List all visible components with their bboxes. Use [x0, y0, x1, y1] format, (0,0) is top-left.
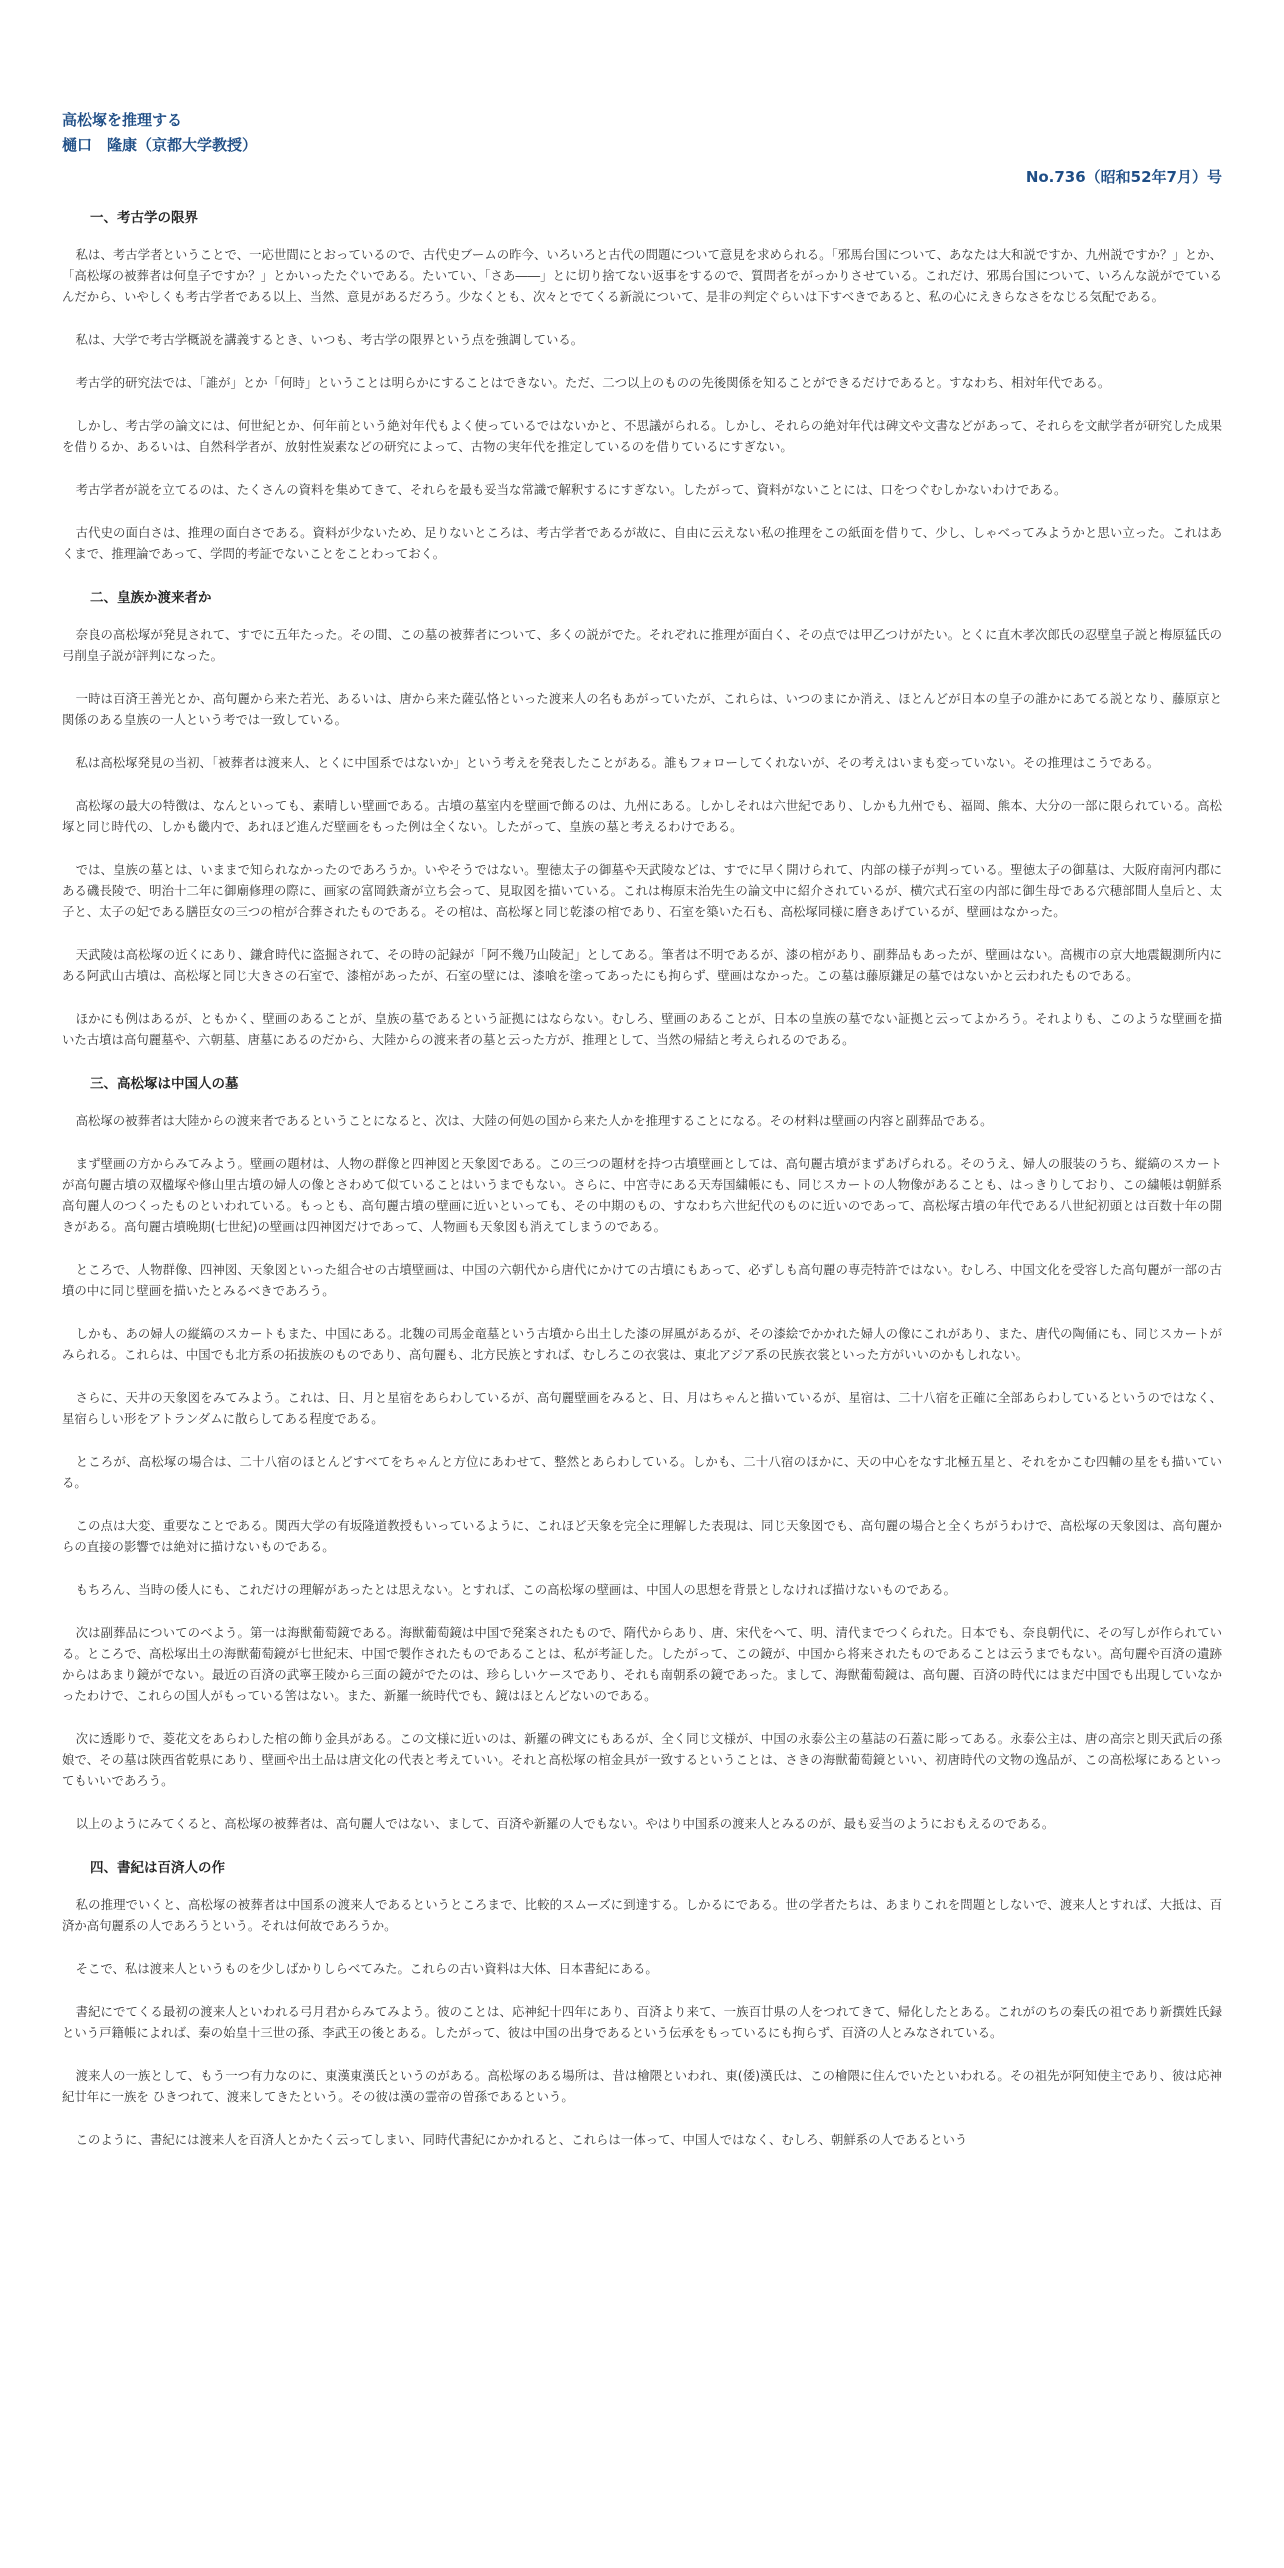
- paragraph: 奈良の高松塚が発見されて、すでに五年たった。その間、この墓の被葬者について、多くの説がでた。それぞれに推理が面白く、その点では甲乙つけがたい。とくに直木孝次郎氏の忍壁皇子説と梅原猛氏の弓削皇子説が評判になった。: [62, 627, 1222, 663]
- paragraph: 考古学的研究法では、「誰が」とか「何時」ということは明らかにすることはできない。ただ、二つ以上のものの先後関係を知ることができるだけであると。すなわち、相対年代である。: [75, 375, 1111, 390]
- paragraph: そこで、私は渡来人というものを少しばかりしらべてみた。これらの古い資料は大体、日本書紀にある。: [75, 1961, 658, 1976]
- paragraph: では、皇族の墓とは、いままで知られなかったのであろうか。いやそうではない。聖徳太子の御墓や天武陵などは、すでに早く開けられて、内部の様子が判っている。聖徳太子の御墓は、大阪府南河内郡にある磯長陵で、明治十二年に御廟修理の際に、画家の富岡鉄斎が立ち会って、見取図を描いている。これは梅原末治先生の論文中に紹介されているが、横穴式石室の内部に御生母である穴穂部間人皇后と、太子と、太子の妃である膳臣女の三つの棺が合葬されたものである。その棺は、高松塚と同じ乾漆の棺であり、石室を築いた石も、高松塚同様に磨きあげているが、壁画はなかった。: [62, 862, 1222, 919]
- paragraph: 高松塚の最大の特徴は、なんといっても、素晴しい壁画である。古墳の墓室内を壁画で飾るのは、九州にある。しかしそれは六世紀であり、しかも九州でも、福岡、熊本、大分の一部に限られている。高松塚と同じ時代の、しかも畿内で、あれほど進んだ壁画をもった例は全くない。したがって、皇族の墓と考えるわけである。: [62, 798, 1222, 834]
- paragraph: ほかにも例はあるが、ともかく、壁画のあることが、皇族の墓であるという証拠にはならない。むしろ、壁画のあることが、日本の皇族の墓でない証拠と云ってよかろう。それよりも、このような壁画を描いた古墳は高句麗墓や、六朝墓、唐墓にあるのだから、大陸からの渡来者の墓と云った方が、推理として、当然の帰結と考えられるのである。: [62, 1011, 1222, 1047]
- paragraph: このように、書紀には渡来人を百済人とかたく云ってしまい、同時代書紀にかかれると、これらは一体って、中国人ではなく、むしろ、朝鮮系の人であるという: [75, 2132, 968, 2147]
- article-author: 樋口 隆康（京都大学教授）: [62, 136, 258, 154]
- section: [62, 1074, 1222, 1834]
- paragraph: ところが、高松塚の場合は、二十八宿のほとんどすべてをちゃんと方位にあわせて、整然とあらわしている。しかも、二十八宿のほかに、天の中心をなす北極五星と、それをかこむ四輔の星をも描いている。: [62, 1454, 1222, 1490]
- section: [62, 588, 1222, 1050]
- paragraph: さらに、天井の天象図をみてみよう。これは、日、月と星宿をあらわしているが、高句麗壁画をみると、日、月はちゃんと描いているが、星宿は、二十八宿を正確に全部あらわしているというのではなく、星宿らしい形をアトランダムに散らしてある程度である。: [62, 1390, 1222, 1426]
- section-heading: 三、高松塚は中国人の墓: [90, 1076, 239, 1092]
- paragraph: しかも、あの婦人の縦縞のスカートもまた、中国にある。北魏の司馬金竜墓という古墳から出土した漆の屏風があるが、その漆絵でかかれた婦人の像にこれがあり、また、唐代の陶俑にも、同じスカートがみられる。これらは、中国でも北方系の拓拔族のものであり、高句麗も、北方民族とすれば、むしろこの衣裳は、東北アジア系の民族衣裳といった方がいいのかもしれない。: [62, 1326, 1222, 1362]
- section: [62, 1858, 1222, 2150]
- paragraph: 私は高松塚発見の当初、「被葬者は渡来人、とくに中国系ではないか」という考えを発表したことがある。誰もフォローしてくれないが、その考えはいまも変っていない。その推理はこうである。: [75, 755, 1160, 770]
- paragraph: 私の推理でいくと、高松塚の被葬者は中国系の渡来人であるというところまで、比較的スムーズに到達する。しかるにである。世の学者たちは、あまりこれを問題としないで、渡来人とすれば、大抵は、百済か高句麗系の人であろうという。それは何故であろうか。: [62, 1897, 1222, 1933]
- paragraph: ところで、人物群像、四神図、天象図といった組合せの古墳壁画は、中国の六朝代から唐代にかけての古墳にもあって、必ずしも高句麗の専売特許ではない。むしろ、中国文化を受容した高句麗が一部の古墳の中に同じ壁画を描いたとみるべきであろう。: [62, 1262, 1222, 1298]
- paragraph: 以上のようにみてくると、高松塚の被葬者は、高句麗人ではない、まして、百済や新羅の人でもない。やはり中国系の渡来人とみるのが、最も妥当のようにおもえるのである。: [75, 1816, 1055, 1831]
- paragraph: しかし、考古学の論文には、何世紀とか、何年前という絶対年代もよく使っているではないかと、不思議がられる。しかし、それらの絶対年代は碑文や文書などがあって、それらを文献学者が研究した成果を借りるか、あるいは、自然科学者が、放射性炭素などの研究によって、古物の実年代を推定しているのを借りているにすぎない。: [62, 418, 1222, 454]
- paragraph: まず壁画の方からみてみよう。壁画の題材は、人物の群像と四神図と天象図である。この三つの題材を持つ古墳壁画としては、高句麗古墳がまずあげられる。そのうえ、婦人の服装のうち、縦縞のスカートが高句麗古墳の双楹塚や修山里古墳の婦人の像とさわめて似ていることはいうまでもない。さらに、中宮寺にある天寿国繍帳にも、同じスカートの人物像があることも、はっきりしており、この繍帳は朝鮮系高句麗人のつくったものといわれている。もっとも、高句麗古墳の壁画に近いといっても、その中期のもの、すなわち六世紀代のものに近いのであって、高松塚古墳の年代である八世紀初頭とは百数十年の開きがある。高句麗古墳晩期(七世紀)の壁画は四神図だけであって、人物画も天象図も消えてしまうのである。: [62, 1156, 1222, 1234]
- paragraph: 高松塚の被葬者は大陸からの渡来者であるということになると、次は、大陸の何処の国から来た人かを推理することになる。その材料は壁画の内容と副葬品である。: [75, 1113, 993, 1128]
- section-heading: 二、皇族か渡来者か: [90, 590, 212, 606]
- paragraph: 書紀にでてくる最初の渡来人といわれる弓月君からみてみよう。彼のことは、応神紀十四年にあり、百済より来て、一族百廿県の人をつれてきて、帰化したとある。これがのちの秦氏の祖であり新撰姓氏録という戸籍帳によれば、秦の始皇十三世の孫、李武王の後とある。したがって、彼は中国の出身であるという伝承をもっているにも拘らず、百済の人とみなされている。: [62, 2004, 1222, 2040]
- paragraph: 天武陵は高松塚の近くにあり、鎌倉時代に盗掘されて、その時の記録が「阿不幾乃山陵記」としてある。筆者は不明であるが、漆の棺があり、副葬品もあったが、壁画はない。高槻市の京大地震観測所内にある阿武山古墳は、高松塚と同じ大きさの石室で、漆棺があったが、石室の壁には、漆喰を塗ってあったにも拘らず、壁画はなかった。この墓は藤原鎌足の墓ではないかと云われたものである。: [62, 947, 1222, 983]
- section-heading: 一、考古学の限界: [90, 210, 198, 226]
- paragraph: 私は、考古学者ということで、一応世間にとおっているので、古代史ブームの昨今、いろいろと古代の問題について意見を求められる。「邪馬台国について、あなたは大和説ですか、九州説ですか？」とか、「高松塚の被葬者は何皇子ですか？」とかいったたぐいである。たいてい、「さあ――」とに切り捨てない返事をするので、質問者をがっかりさせている。これだけ、邪馬台国について、いろんな説がでているんだから、いやしくも考古学者である以上、当然、意見があるだろう。少なくとも、次々とでてくる新説について、是非の判定ぐらいは下すべきであると、私の心にえきらなさをなじる気配である。: [62, 247, 1222, 304]
- paragraph: 次に透彫りで、菱花文をあらわした棺の飾り金具がある。この文様に近いのは、新羅の碑文にもあるが、全く同じ文様が、中国の永泰公主の墓誌の石蓋に彫ってある。永泰公主は、唐の高宗と則天武后の孫娘で、その墓は陝西省乾県にあり、壁画や出土品は唐文化の代表と考えていい。それと高松塚の棺金具が一致するということは、さきの海獣葡萄鏡といい、初唐時代の文物の逸品が、この高松塚にあるといってもいいであろう。: [62, 1731, 1222, 1788]
- section: [62, 208, 1222, 564]
- paragraph: 私は、大学で考古学概説を講義するとき、いつも、考古学の限界という点を強調している。: [75, 332, 584, 347]
- paragraph: 一時は百済王善光とか、高句麗から来た若光、あるいは、唐から来た薩弘恪といった渡来人の名もあがっていたが、これらは、いつのまにか消え、ほとんどが日本の皇子の誰かにあてる説となり、藤原京と関係のある皇族の一人という考では一致している。: [62, 691, 1222, 727]
- paragraph: もちろん、当時の倭人にも、これだけの理解があったとは思えない。とすれば、この高松塚の壁画は、中国人の思想を背景としなければ描けないものである。: [75, 1582, 956, 1597]
- section-heading: 四、書紀は百済人の作: [90, 1860, 225, 1876]
- paragraph: 古代史の面白さは、推理の面白さである。資料が少ないため、足りないところは、考古学者であるが故に、自由に云えない私の推理をこの紙面を借りて、少し、しゃべってみようかと思い立った。これはあくまで、推理論であって、学問的考証でないことをことわっておく。: [62, 525, 1222, 561]
- issue-number: No.736（昭和52年7月）号: [1025, 168, 1222, 186]
- paragraph: この点は大変、重要なことである。関西大学の有坂隆道教授もいっているように、これほど天象を完全に理解した表現は、同じ天象図でも、高句麗の場合と全くちがうわけで、高松塚の天象図は、高句麗からの直接の影響では絶対に描けないものである。: [62, 1518, 1222, 1554]
- paragraph: 次は副葬品についてのべよう。第一は海獣葡萄鏡である。海獣葡萄鏡は中国で発案されたもので、隋代からあり、唐、宋代をへて、明、清代までつくられた。日本でも、奈良朝代に、その写しが作られている。ところで、高松塚出土の海獣葡萄鏡が七世紀末、中国で製作されたものであることは、私が考証した。したがって、この鏡が、中国から将来されたものであることは云うまでもない。高句麗や百済の遺跡からはあまり鏡がでない。最近の百済の武寧王陵から三面の鏡がでたのは、珍らしいケースであり、それも南朝系の鏡であった。まして、海獣葡萄鏡は、高句麗、百済の時代にはまだ中国でも出現していなかったわけで、これらの国人がもっている筈はない。また、新羅一統時代でも、鏡はほとんどないのである。: [62, 1625, 1222, 1703]
- article-title: 高松塚を推理する: [62, 111, 183, 129]
- paragraph: 渡来人の一族として、もう一つ有力なのに、東漢東漢氏というのがある。高松塚のある場所は、昔は檜隈といわれ、東(倭)漢氏は、この檜隈に住んでいたといわれる。その祖先が阿知使主であり、彼は応神紀廿年に一族を ひきつれて、渡来してきたという。その彼は漢の霊帝の曽孫であるという。: [62, 2068, 1222, 2104]
- paragraph: 考古学者が説を立てるのは、たくさんの資料を集めてきて、それらを最も妥当な常識で解釈するにすぎない。したがって、資料がないことには、口をつぐむしかないわけである。: [75, 482, 1067, 497]
